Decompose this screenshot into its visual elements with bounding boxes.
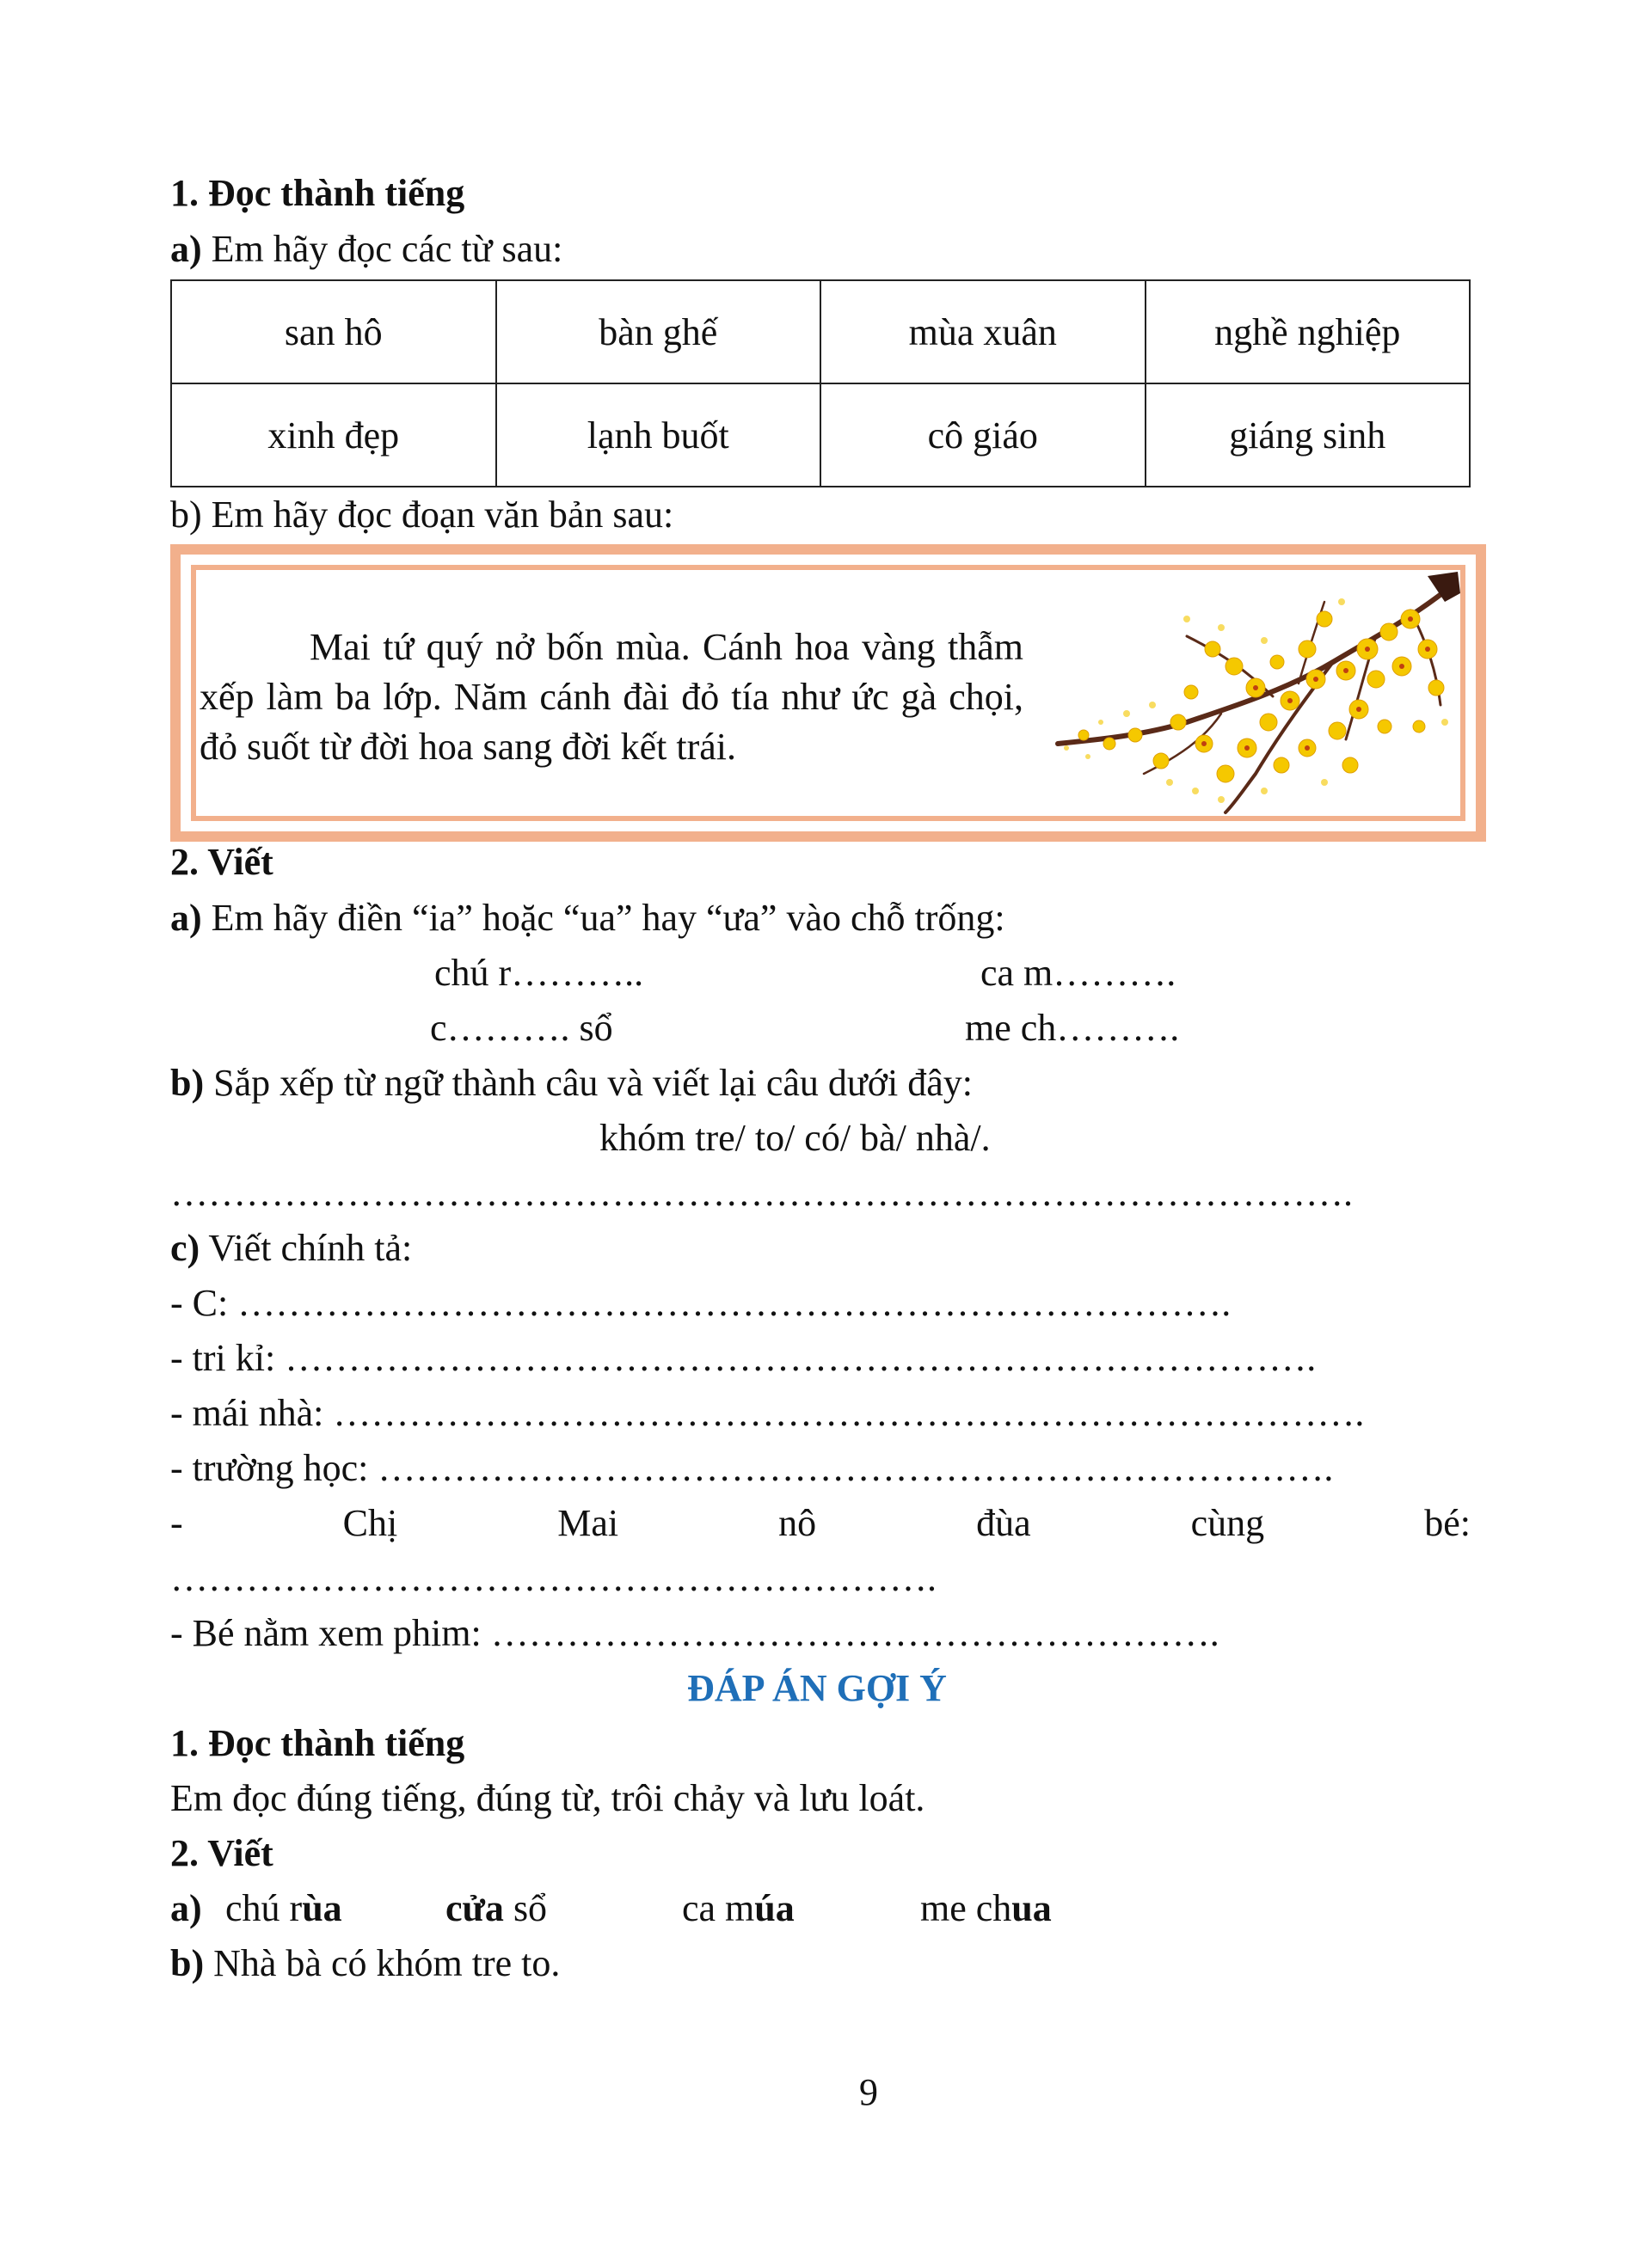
answer-dotted-line: …………………………………………………………………………………. xyxy=(170,1172,1353,1214)
dictation-line: - trường học: …………………………………………………………………. xyxy=(170,1447,1334,1489)
dictation-line: - C: ……………………………………………………………………. xyxy=(170,1282,1232,1324)
answer-item-pre: chú r xyxy=(225,1887,303,1929)
dictation-spread-line xyxy=(170,1502,1471,1544)
section2-title: 2. Viết xyxy=(170,841,273,883)
part-a-label: a) xyxy=(170,228,202,270)
dictation-line: - mái nhà: ………………………………………………………………………. xyxy=(170,1392,1365,1434)
fill-item: ca m………. xyxy=(980,952,1176,994)
word-cell: giáng sinh xyxy=(1146,383,1471,487)
word-cell: lạnh buốt xyxy=(496,383,821,487)
dictation-line: - Bé nằm xem phim: …………………………………………………. xyxy=(170,1612,1219,1654)
part-a-text: Em hãy điền “ia” hoặc “ua” hay “ưa” vào chỗ trống: xyxy=(201,897,1005,939)
word-cell: mùa xuân xyxy=(820,280,1146,383)
part-a-text: Em hãy đọc các từ sau: xyxy=(201,228,563,270)
answer-b-label: b) xyxy=(170,1942,205,1984)
part-c-label: c) xyxy=(170,1227,200,1269)
fill-item: chú r……….. xyxy=(434,952,644,994)
passage-text: Mai tứ quý nở bốn mùa. Cánh hoa vàng thẫm xếp làm ba lớp. Năm cánh đài đỏ tía như ức gà chọi, đỏ suốt từ đời hoa sang đời kết trái. xyxy=(200,626,1023,768)
answer-item xyxy=(920,1887,1052,1929)
scrambled-sentence: khóm tre/ to/ có/ bà/ nhà/. xyxy=(599,1117,991,1159)
part-b-text: Sắp xếp từ ngữ thành câu và viết lại câu dưới đây: xyxy=(204,1062,974,1104)
spread-word: nô xyxy=(778,1502,817,1544)
page-number: 9 xyxy=(859,2071,878,2113)
answer-item xyxy=(682,1887,795,1929)
word-cell: bàn ghế xyxy=(496,280,821,383)
answer-item-bold: cửa xyxy=(445,1887,504,1929)
answer-s1-text: Em đọc đúng tiếng, đúng từ, trôi chảy và lưu loát. xyxy=(170,1777,925,1819)
answer-item xyxy=(225,1887,342,1929)
answer-item-pre: me ch xyxy=(920,1887,1012,1929)
section1-part-b: b) Em hãy đọc đoạn văn bản sau: xyxy=(170,493,674,536)
answer-b-text: Nhà bà có khóm tre to. xyxy=(204,1942,561,1984)
section1-title: 1. Đọc thành tiếng xyxy=(170,172,465,214)
word-cell: san hô xyxy=(171,280,496,383)
answer-a-line xyxy=(170,1887,202,1929)
answer-heading: ĐÁP ÁN GỢI Ý xyxy=(687,1667,947,1709)
answer-item-pre: ca m xyxy=(682,1887,755,1929)
answer-item-bold: úa xyxy=(754,1887,795,1929)
spread-word: Chị xyxy=(342,1502,398,1544)
spread-word: cùng xyxy=(1190,1502,1265,1544)
word-table xyxy=(170,279,1471,487)
part-b-label: b) xyxy=(170,1062,205,1104)
answer-item-post: sổ xyxy=(503,1887,548,1929)
fill-item: c………. sổ xyxy=(430,1007,613,1049)
word-cell: cô giáo xyxy=(820,383,1146,487)
apricot-blossom-illustration xyxy=(1049,567,1462,817)
section1-part-a xyxy=(170,230,562,268)
dictation-continuation: ……………………………………………………. xyxy=(170,1557,937,1599)
answer-s1-title: 1. Đọc thành tiếng xyxy=(170,1722,465,1764)
answer-item-bold: ua xyxy=(1011,1887,1052,1929)
answer-item xyxy=(445,1887,548,1929)
spread-word: bé: xyxy=(1424,1502,1471,1544)
spread-word: đùa xyxy=(976,1502,1031,1544)
word-cell: nghề nghiệp xyxy=(1146,280,1471,383)
dictation-line: - tri kỉ: ………………………………………………………………………. xyxy=(170,1337,1317,1379)
section2-part-b xyxy=(170,1064,973,1102)
answer-item-bold: ùa xyxy=(302,1887,342,1929)
part-c-text: Viết chính tả: xyxy=(200,1227,413,1269)
section2-part-a xyxy=(170,899,1005,937)
answer-b-line xyxy=(170,1942,561,1984)
table-row xyxy=(171,280,1470,383)
table-row xyxy=(171,383,1470,487)
answer-a-label: a) xyxy=(170,1887,202,1929)
answer-s2-title: 2. Viết xyxy=(170,1832,273,1874)
part-a-label: a) xyxy=(170,897,202,939)
spread-word: - xyxy=(170,1502,183,1544)
section2-part-c xyxy=(170,1229,412,1267)
fill-item: me ch………. xyxy=(965,1007,1180,1049)
word-cell: xinh đẹp xyxy=(171,383,496,487)
spread-word: Mai xyxy=(557,1502,619,1544)
